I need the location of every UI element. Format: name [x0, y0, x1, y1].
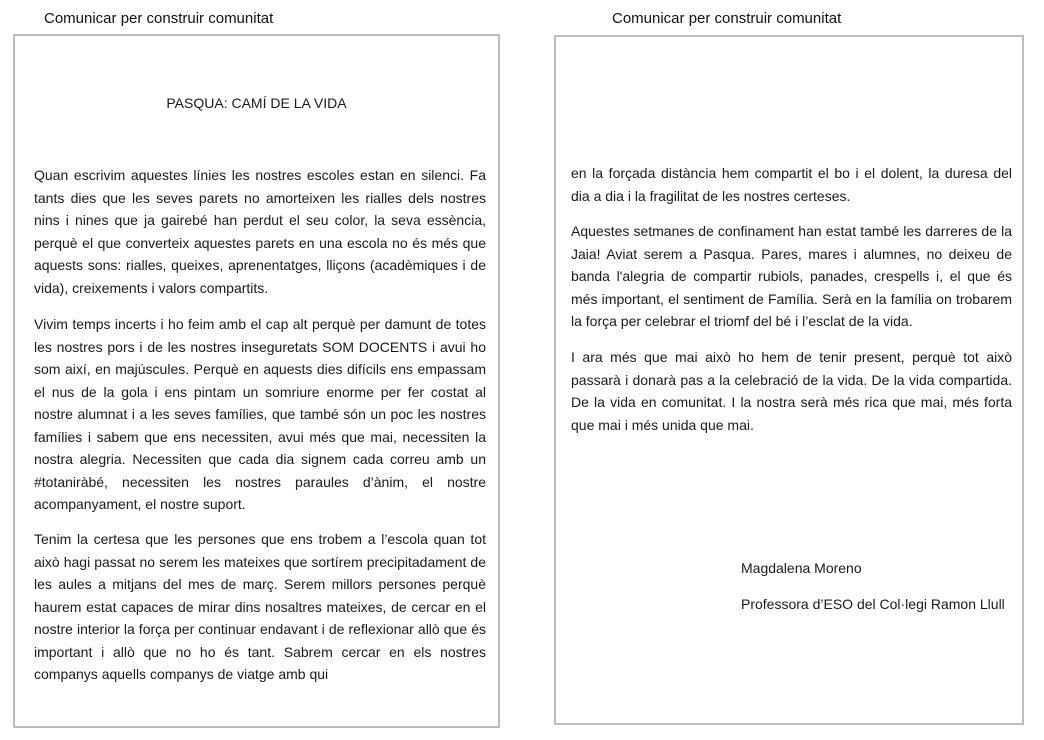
document-page-2 [554, 35, 1024, 725]
page1-header: Comunicar per construir comunitat [44, 10, 274, 27]
paragraph-2: Vivim temps incerts i ho feim amb el cap alt perquè per damunt de totes les nostres pors i de les nostres inseguretats SOM DOCENTS i avui ho som així, en majúscules. Perquè en aquests dies difícils ens empassam el nus de la gola i ens pintam un somriure enorme per fer costat al nostre alumnat i a les seves famílies, que també són un poc les nostres famílies i sabem que ens necessiten, avui més que mai, necessiten la nostra alegria. Necessiten que cada dia signem cada correu amb un #totaniràbé, necessiten les nostres paraules d’ànim, el nostre acompanyament, el nostre suport. [34, 316, 486, 512]
paragraph-1: Quan escrivim aquestes línies les nostres escoles estan en silenci. Fa tants dies que les seves parets no amorteixen les rialles dels nostres nins i nines que ja gairebé han perdut el seu color, la seva essència, perquè el que converteix aquestes parets en una escola no és més que aquests sons: rialles, queixes, aprenentatges, lliçons (acadèmiques i de vida), creixements i valors compartits. [34, 167, 486, 296]
paragraph-6: I ara més que mai això ho hem de tenir present, perquè tot això passarà i donarà pas a la celebració de la vida. De la vida compartida. De la vida en comunitat. I la nostra serà més rica que mai, més forta que mai i més unida que mai. [571, 349, 1012, 433]
page2-header: Comunicar per construir comunitat [612, 10, 842, 27]
paragraph-3: Tenim la certesa que les persones que ens trobem a l’escola quan tot això hagi passat no serem les mateixes que sortírem precipitadament de les aules a mitjans del mes de març. Serem millors persones perquè haurem estat capaces de mirar dins nosaltres mateixes, de cercar en el nostre interior la força per continuar endavant i de reflexionar allò que és important i allò que no ho és tant. Sabrem cercar en els nostres companys aquells companys de viatge amb qui [34, 531, 486, 682]
signature-role: Professora d’ESO del Col·legi Ramon Llull [741, 596, 1005, 612]
paragraph-4: en la forçada distància hem compartit el bo i el dolent, la duresa del dia a dia i la fragilitat de les nostres certeses. [571, 165, 1012, 204]
article-title: PASQUA: CAMÍ DE LA VIDA [166, 95, 347, 111]
signature-name: Magdalena Moreno [741, 560, 862, 576]
paragraph-5: Aquestes setmanes de confinament han estat també les darreres de la Jaia! Aviat serem a Pasqua. Pares, mares i alumnes, no deixeu de banda l'alegria de compartir rubiols, panades, crespells i, el que és més important, el sentiment de Família. Serà en la família on trobarem la força per celebrar el triomf del bé i l’esclat de la vida. [571, 223, 1012, 329]
document-page-1 [13, 34, 500, 728]
